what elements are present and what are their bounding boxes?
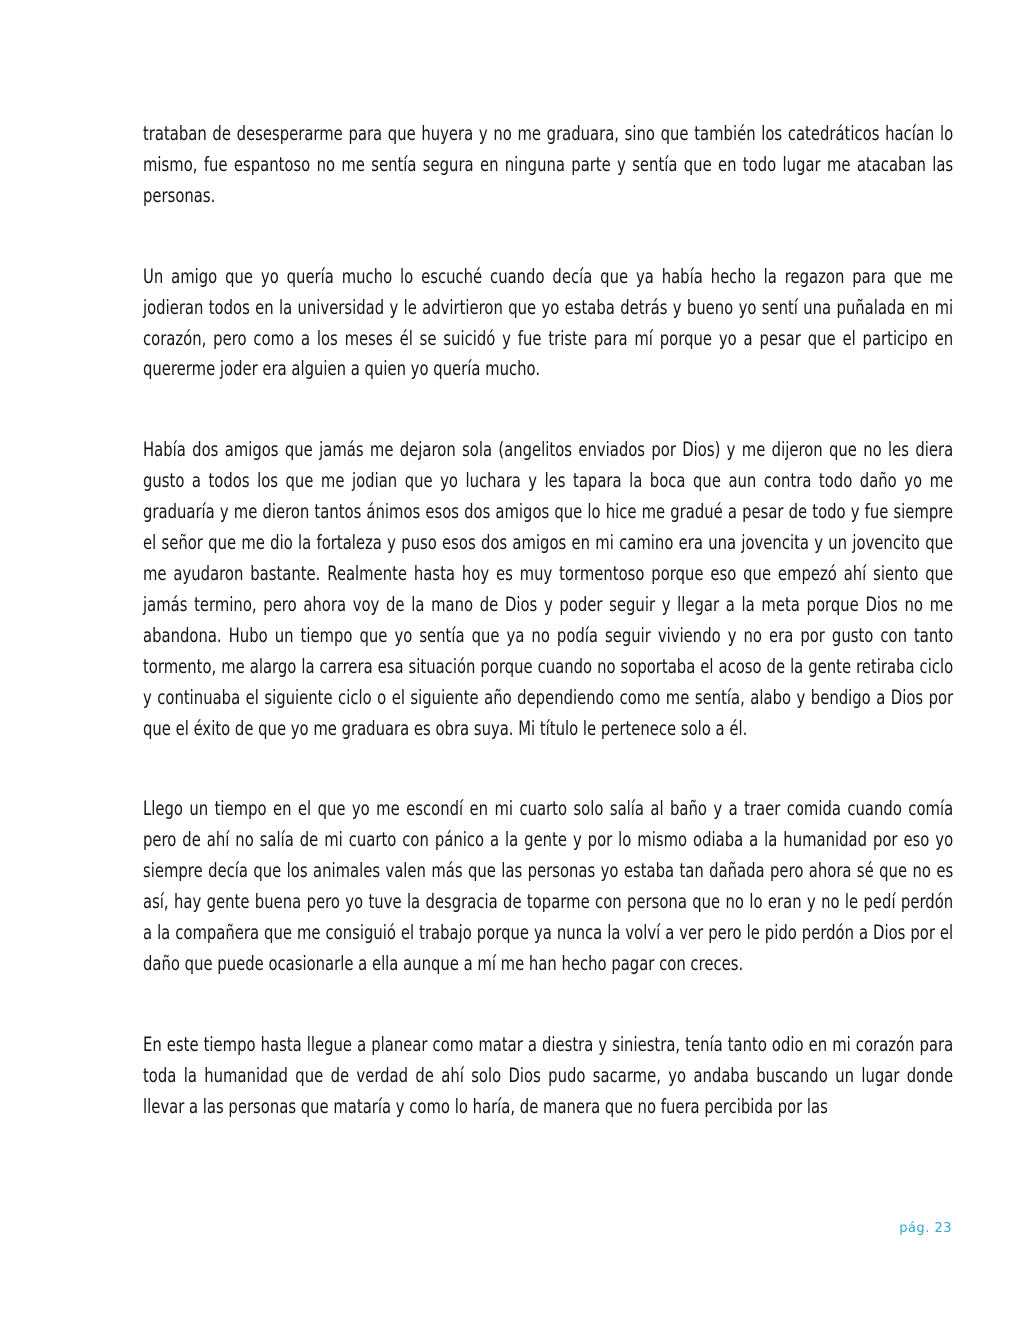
paragraph-gap — [143, 744, 953, 794]
paragraph-gap — [143, 212, 953, 262]
paragraph-gap — [143, 980, 953, 1030]
paragraph-gap — [143, 385, 953, 435]
paragraph: En este tiempo hasta llegue a planear como matar a diestra y siniestra, tenía tanto odio en mi corazón para toda la humanidad que de verdad de ahí solo Dios pudo sacarme, yo andaba buscando un lugar donde llevar a las personas que mataría y como lo haría, de manera que no fuera percibida por las — [143, 1032, 954, 1118]
paragraph: trataban de desesperarme para que huyera y no me graduara, sino que también los catedráticos hacían lo mismo, fue espantoso no me sentía segura en ninguna parte y sentía que en todo lugar me atacaban las personas. — [143, 122, 954, 207]
page-number: pág. 23 — [899, 1221, 952, 1236]
paragraph: Llego un tiempo en el que yo me escondí en mi cuarto solo salía al baño y a traer comida cuando comía pero de ahí no salía de mi cuarto con pánico a la gente y por lo mismo odiaba a la humanidad por eso yo siempre decía que los animales valen más que las personas yo estaba tan dañada pero ahora sé que no es así, hay gente buena pero yo tuve la desgracia de toparme con persona que no lo eran y no le pedí perdón a la compañera que me consiguió el trabajo porque ya nunca la volví a ver pero le pido perdón a Dios por el daño que puede ocasionarle a ella aunque a mí me han hecho pagar con creces. — [143, 797, 954, 975]
paragraph: Un amigo que yo quería mucho lo escuché cuando decía que ya había hecho la regazon para que me jodieran todos en la universidad y le advirtieron que yo estaba detrás y bueno yo sentí una puñalada en mi corazón, pero como a los meses él se suicidó y fue triste para mí porque yo a pesar que el participo en quererme joder era alguien a quien yo quería mucho. — [143, 264, 954, 381]
body-text — [143, 119, 953, 1123]
paragraph: Había dos amigos que jamás me dejaron sola (angelitos enviados por Dios) y me dijeron que no les diera gusto a todos los que me jodian que yo luchara y les tapara la boca que aun contra todo daño yo me graduaría y me dieron tantos ánimos esos dos amigos que lo hice me gradué a pesar de todo y fue siempre el señor que me dio la fortaleza y puso esos dos amigos en mi camino era una jovencita y un jovencito que me ayudaron bastante. Realmente hasta hoy es muy tormentoso porque eso que empezó ahí siento que jamás termino, pero ahora voy de la mano de Dios y poder seguir y llegar a la meta porque Dios no me abandona. Hubo un tiempo que yo sentía que ya no podía seguir viviendo y no era por gusto con tanto tormento, me alargo la carrera esa situación porque cuando no soportaba el acoso de la gente retiraba ciclo y continuaba el siguiente ciclo o el siguiente año dependiendo como me sentía, alabo y bendigo a Dios por que el éxito de que yo me graduara es obra suya. Mi título le pertenece solo a él. — [143, 438, 954, 740]
